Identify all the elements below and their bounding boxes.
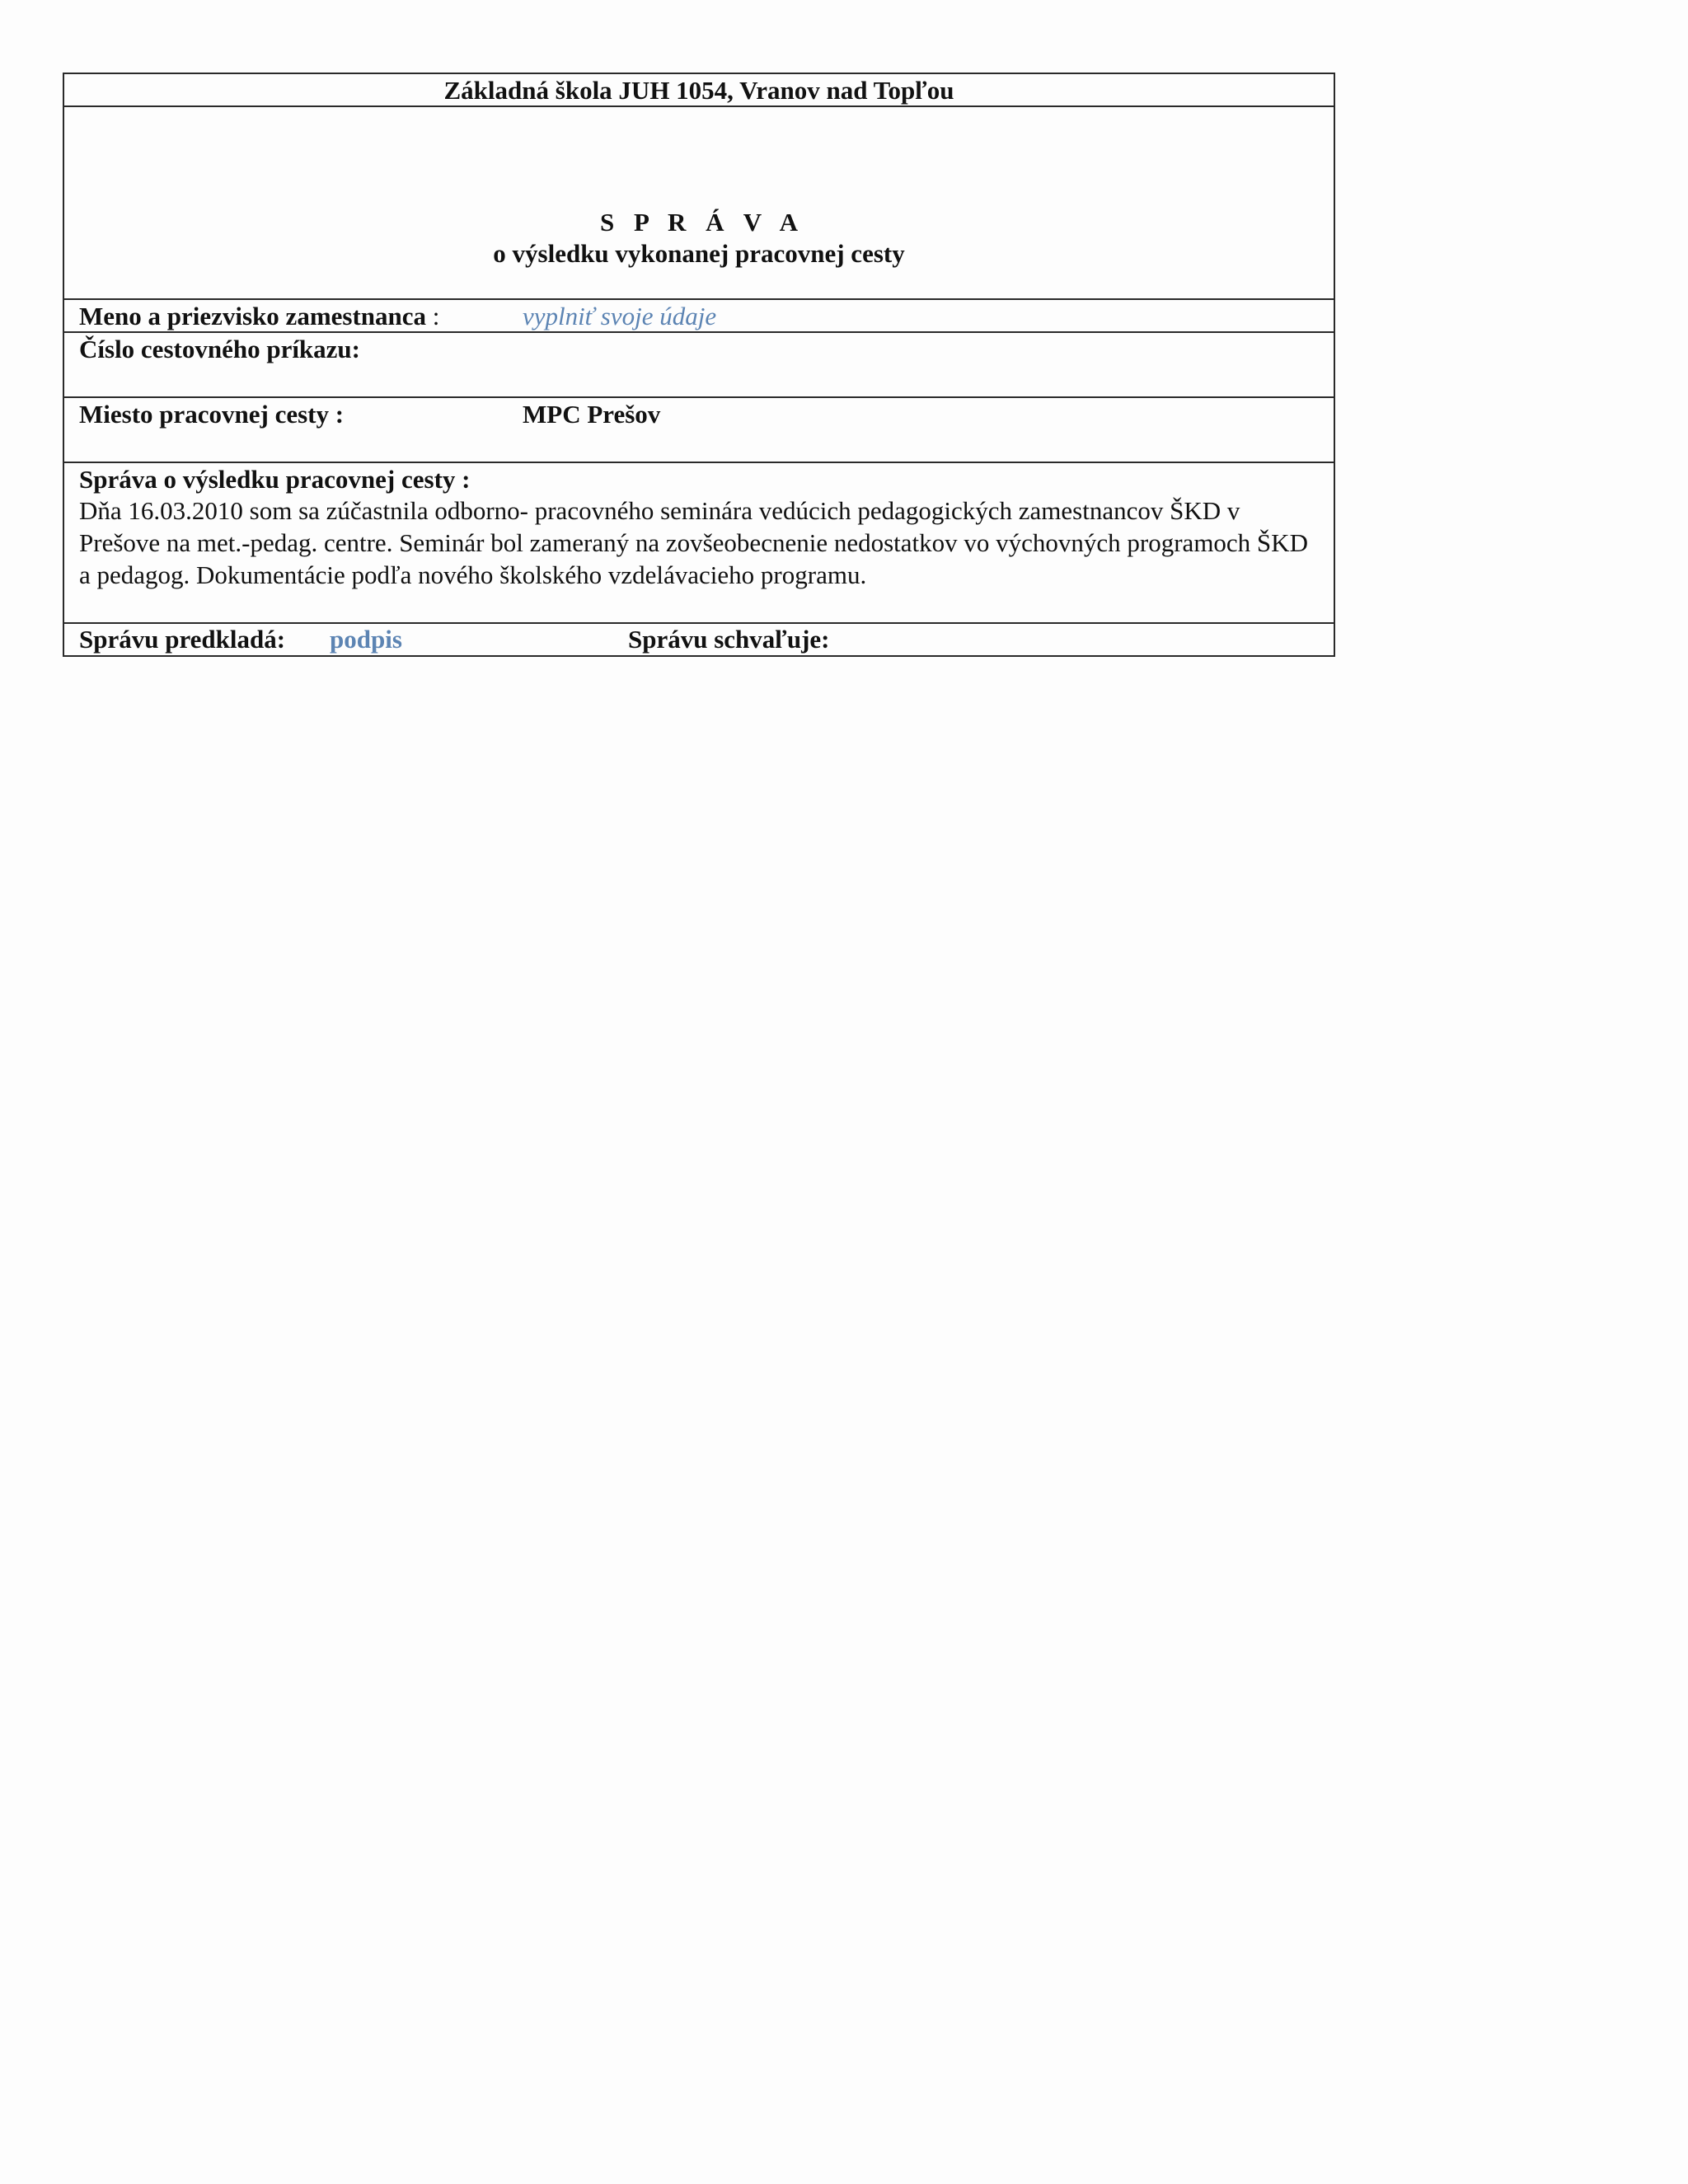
trip-report-row xyxy=(64,463,1334,624)
signature-field[interactable]: podpis xyxy=(330,625,402,654)
approved-by-label: Správu schvaľuje: xyxy=(628,625,830,654)
employee-name-field[interactable]: vyplniť svoje údaje xyxy=(523,302,717,330)
signature-row xyxy=(64,624,1334,655)
document-subtitle: o výsledku vykonanej pracovnej cesty xyxy=(493,239,905,268)
employee-name-colon: : xyxy=(426,302,440,330)
trip-place-label: Miesto pracovnej cesty : xyxy=(79,400,345,429)
trip-place-row xyxy=(64,398,1334,463)
school-header: Základná škola JUH 1054, Vranov nad Topľou xyxy=(443,76,954,105)
employee-name-label: Meno a priezvisko zamestnanca xyxy=(79,302,427,330)
order-number-row xyxy=(64,333,1334,398)
submitted-by-label: Správu predkladá: xyxy=(79,625,286,654)
document-title: S P R Á V A xyxy=(600,208,804,237)
employee-name-row xyxy=(64,300,1334,333)
trip-report-label: Správa o výsledku pracovnej cesty : xyxy=(79,465,471,494)
travel-report-form xyxy=(63,73,1335,657)
title-row xyxy=(64,107,1334,300)
employee-name-label-group xyxy=(79,300,439,333)
school-header-row xyxy=(64,74,1334,107)
trip-place-value: MPC Prešov xyxy=(523,400,661,429)
trip-report-body: Dňa 16.03.2010 som sa zúčastnila odborno- pracovného seminára vedúcich pedagogických zamestnancov ŠKD v Prešove na met.-pedag. centre. Seminár bol zameraný na zovšeobecnenie nedostatkov vo výchovných programoch ŠKD a pedagog. Dokumentácie podľa nového školského vzdelávacieho programu. xyxy=(79,496,1308,589)
order-number-label: Číslo cestovného príkazu: xyxy=(79,335,360,363)
